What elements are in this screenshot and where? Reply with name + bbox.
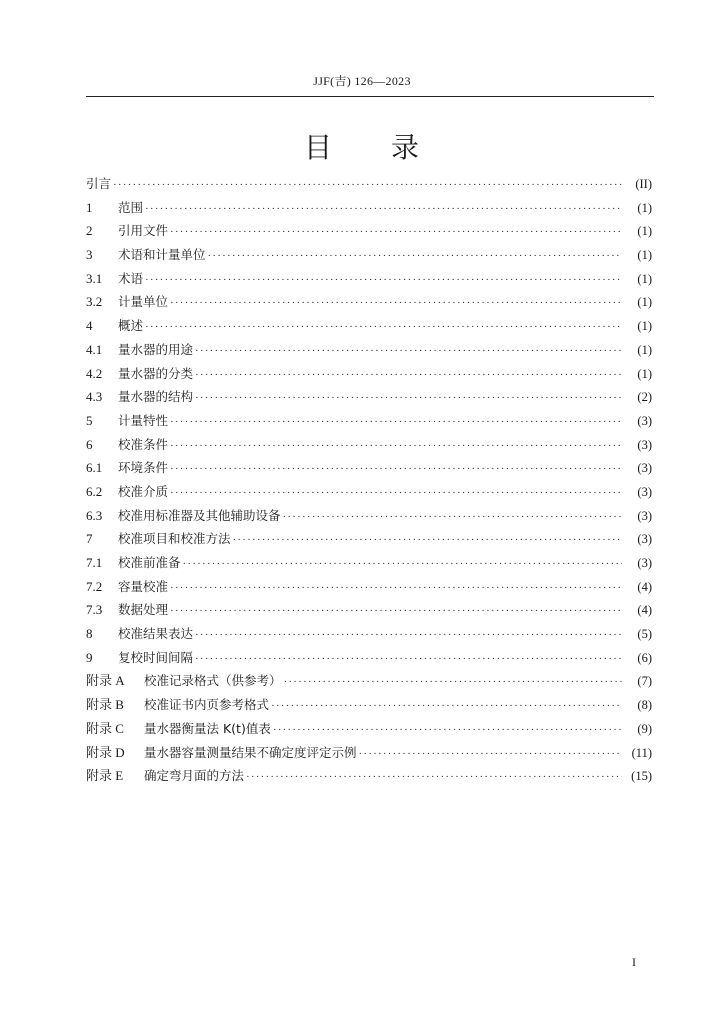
toc-entry[interactable]: [86, 741, 652, 765]
toc-leader-dots: [273, 719, 622, 743]
toc-leader-dots: [170, 458, 622, 482]
toc-entry-label: 容量校准: [118, 578, 169, 594]
toc-entry-page: (1): [637, 200, 652, 215]
toc-leader-dots: [233, 529, 622, 553]
toc-leader-dots: [170, 600, 622, 624]
toc-leader-dots: [195, 648, 622, 672]
toc-entry-page: (1): [637, 342, 652, 357]
toc-entry-label: 量水器衡量法 K(t)值表: [144, 720, 271, 736]
toc-entry[interactable]: [86, 290, 652, 314]
toc-entry-number: 3.2: [86, 294, 103, 310]
toc-entry-number: 4.2: [86, 365, 103, 381]
page-title: 目 录: [303, 131, 420, 164]
toc-leader-dots: [113, 174, 622, 198]
toc-entry-page: (11): [631, 745, 652, 760]
toc-entry-page: (3): [637, 413, 652, 428]
page-number: I: [632, 955, 636, 969]
toc-entry-number: 4.3: [86, 389, 103, 405]
toc-leader-dots: [170, 435, 622, 459]
toc-entry-page: (1): [637, 248, 652, 263]
toc-leader-dots: [208, 245, 622, 269]
toc-leader-dots: [195, 340, 622, 364]
toc-entry-number: 1: [86, 199, 93, 215]
toc-entry-number: 附录 C: [86, 720, 124, 736]
toc-entry[interactable]: [86, 646, 652, 670]
toc-entry[interactable]: [86, 338, 652, 362]
toc-entry[interactable]: [86, 480, 652, 504]
toc-entry-number: 6.2: [86, 483, 103, 499]
toc-leader-dots: [283, 506, 622, 530]
toc-entry[interactable]: [86, 219, 652, 243]
toc-leader-dots: [145, 269, 622, 293]
toc-entry-page: (2): [637, 390, 652, 405]
toc-entry[interactable]: [86, 717, 652, 741]
toc-entry-number: 7.3: [86, 602, 103, 618]
toc-entry-label: 校准条件: [118, 436, 169, 452]
toc-entry-page: (4): [637, 603, 652, 618]
toc-leader-dots: [170, 292, 622, 316]
toc-entry-page: (7): [637, 674, 652, 689]
toc-entry-label: 确定弯月面的方法: [144, 768, 245, 784]
toc-entry-label: 量水器的分类: [118, 365, 194, 381]
toc-entry-page: (3): [637, 508, 652, 523]
toc-entry[interactable]: [86, 504, 652, 528]
toc-entry-label: 引用文件: [118, 223, 169, 239]
toc-entry-number: 4: [86, 318, 93, 334]
toc-entry[interactable]: [86, 669, 652, 693]
toc-leader-dots: [183, 553, 622, 577]
toc-entry-label: 量水器的结构: [118, 389, 194, 405]
toc-entry[interactable]: [86, 598, 652, 622]
toc-entry-label: 范围: [118, 199, 144, 215]
toc-leader-dots: [284, 671, 622, 695]
toc-entry[interactable]: [86, 764, 652, 788]
toc-entry-label: 校准介质: [118, 483, 169, 499]
toc-entry-label: 校准证书内页参考格式: [144, 697, 270, 713]
toc-entry-number: 5: [86, 412, 93, 428]
document-header-code: JJF(吉) 126—2023: [313, 74, 411, 88]
toc-entry-page: (1): [637, 366, 652, 381]
toc-entry-number: 7: [86, 531, 93, 547]
toc-leader-dots: [145, 198, 622, 222]
toc-entry-number: 6.1: [86, 460, 103, 476]
toc-entry-label: 校准项目和校准方法: [118, 531, 231, 547]
toc-entry-page: (1): [637, 295, 652, 310]
toc-leader-dots: [359, 743, 622, 767]
toc-entry-page: (3): [637, 532, 652, 547]
toc-entry[interactable]: [86, 622, 652, 646]
toc-leader-dots: [195, 364, 622, 388]
toc-entry[interactable]: [86, 385, 652, 409]
toc-entry[interactable]: [86, 409, 652, 433]
toc-entry[interactable]: [86, 433, 652, 457]
toc-entry-number: 4.1: [86, 341, 103, 357]
toc-entry-page: (3): [637, 437, 652, 452]
toc-entry-page: (3): [637, 484, 652, 499]
toc-entry-page: (8): [637, 698, 652, 713]
toc-entry-label: 概述: [118, 318, 144, 334]
toc-leader-dots: [145, 316, 622, 340]
toc-entry[interactable]: [86, 362, 652, 386]
toc-entry-page: (9): [637, 721, 652, 736]
toc-entry[interactable]: [86, 314, 652, 338]
toc-entry[interactable]: [86, 456, 652, 480]
toc-entry-number: 附录 A: [86, 673, 125, 689]
toc-entry[interactable]: [86, 575, 652, 599]
toc-entry-label: 量水器的用途: [118, 341, 194, 357]
toc-entry[interactable]: [86, 172, 652, 196]
toc-entry-page: (1): [637, 271, 652, 286]
toc-entry-label: 引言: [86, 176, 112, 191]
toc-entry-page: (15): [631, 769, 652, 784]
toc-entry-page: (4): [637, 579, 652, 594]
toc-entry-label: 数据处理: [118, 602, 169, 618]
toc-leader-dots: [170, 411, 622, 435]
toc-entry-page: (II): [635, 177, 652, 191]
toc-leader-dots: [170, 577, 622, 601]
toc-entry-page: (1): [637, 319, 652, 334]
toc-entry-number: 2: [86, 223, 93, 239]
toc-entry[interactable]: [86, 196, 652, 220]
toc-leader-dots: [195, 624, 622, 648]
toc-entry-number: 6: [86, 436, 93, 452]
toc-entry[interactable]: [86, 243, 652, 267]
toc-entry[interactable]: [86, 527, 652, 551]
toc-entry-label: 校准用标准器及其他辅助设备: [118, 507, 281, 523]
toc-entry-label: 环境条件: [118, 460, 169, 476]
toc-entry-number: 附录 B: [86, 697, 124, 713]
toc-entry-label: 计量特性: [118, 412, 169, 428]
toc-entry[interactable]: [86, 693, 652, 717]
toc-leader-dots: [271, 695, 622, 719]
toc-entry-label: 术语和计量单位: [118, 247, 206, 263]
toc-entry-label: 校准记录格式（供参考）: [144, 673, 282, 689]
toc-entry-page: (1): [637, 224, 652, 239]
toc-entry-number: 7.1: [86, 555, 103, 570]
toc-entry-page: (3): [637, 556, 652, 570]
table-of-contents: [86, 172, 652, 788]
toc-leader-dots: [170, 221, 622, 245]
toc-leader-dots: [170, 482, 622, 506]
toc-entry-number: 6.3: [86, 507, 103, 523]
toc-entry[interactable]: [86, 267, 652, 291]
header-rule: [86, 96, 654, 97]
toc-entry-page: (3): [637, 461, 652, 476]
toc-entry-number: 3: [86, 247, 93, 263]
toc-entry-page: (6): [637, 650, 652, 665]
toc-entry-number: 附录 E: [86, 768, 124, 784]
toc-entry[interactable]: [86, 551, 652, 575]
toc-entry-label: 量水器容量测量结果不确定度评定示例: [144, 744, 357, 760]
toc-entry-number: 7.2: [86, 578, 103, 594]
toc-entry-label: 术语: [118, 270, 144, 286]
toc-entry-number: 3.1: [86, 270, 103, 286]
toc-entry-number: 9: [86, 649, 93, 665]
toc-leader-dots: [246, 766, 622, 790]
toc-entry-label: 复校时间间隔: [118, 649, 194, 665]
toc-leader-dots: [195, 387, 622, 411]
toc-entry-label: 计量单位: [118, 294, 169, 310]
toc-entry-number: 附录 D: [86, 744, 125, 760]
toc-entry-number: 8: [86, 626, 93, 642]
toc-entry-page: (5): [637, 627, 652, 642]
toc-entry-label: 校准结果表达: [118, 626, 194, 642]
toc-entry-label: 校准前准备: [118, 555, 181, 570]
